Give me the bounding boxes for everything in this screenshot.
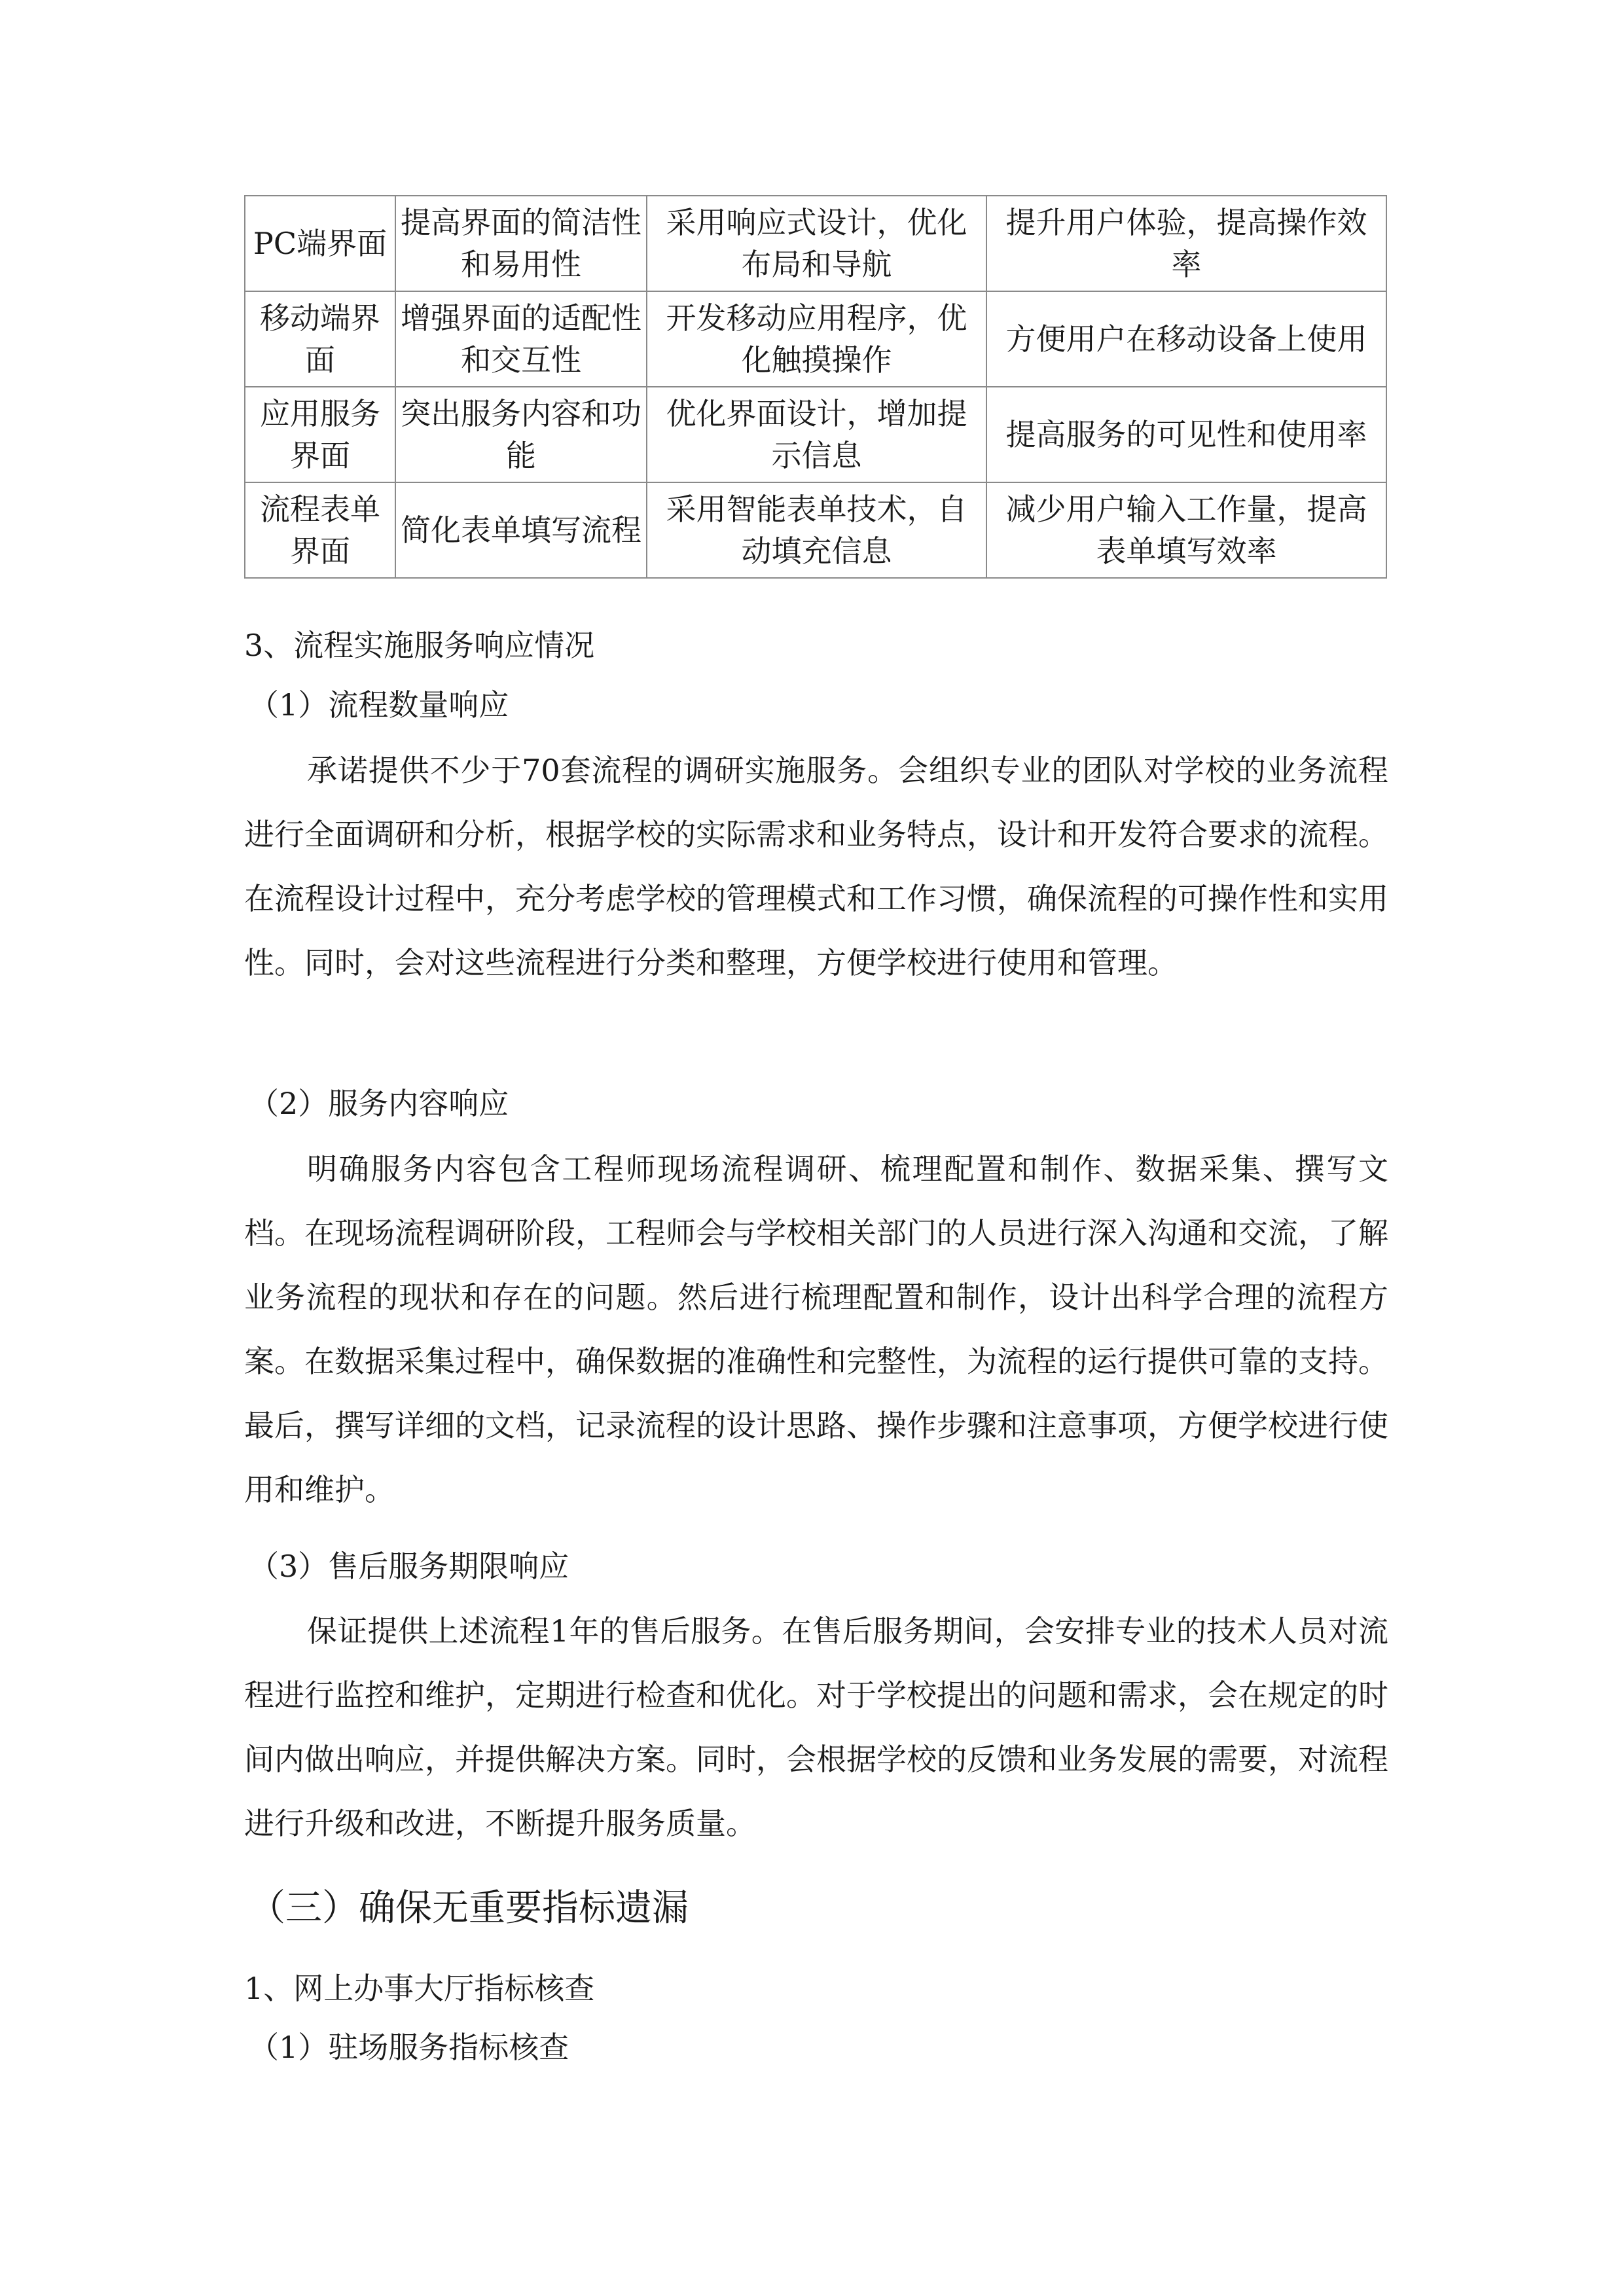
- table-cell: 开发移动应用程序，优化触摸操作: [647, 291, 986, 387]
- sub2-paragraph: 明确服务内容包含工程师现场流程调研、梳理配置和制作、数据采集、撰写文档。在现场流程调研阶段，工程师会与学校相关部门的人员进行深入沟通和交流，了解业务流程的现状和存在的问题。然后进行梳理配置和制作，设计出科学合理的流程方案。在数据采集过程中，确保数据的准确性和完整性，为流程的运行提供可靠的支持。最后，撰写详细的文档，记录流程的设计思路、操作步骤和注意事项，方便学校进行使用和维护。: [244, 1151, 1388, 1507]
- sub2-heading: （2）服务内容响应: [249, 1086, 509, 1121]
- table-cell: 方便用户在移动设备上使用: [986, 291, 1386, 387]
- sub3-heading: （3）售后服务期限响应: [249, 1549, 569, 1584]
- table-cell: PC端界面: [245, 196, 395, 291]
- table-cell: 提高界面的简洁性和易用性: [395, 196, 647, 291]
- table-cell: 突出服务内容和功能: [395, 387, 647, 482]
- table-row: [245, 482, 1386, 578]
- table-cell: 流程表单界面: [245, 482, 395, 578]
- section-three-heading: （三）确保无重要指标遗漏: [249, 1887, 689, 1929]
- table-cell: 采用智能表单技术，自动填充信息: [647, 482, 986, 578]
- table-cell: 优化界面设计，增加提示信息: [647, 387, 986, 482]
- table-cell: 应用服务界面: [245, 387, 395, 482]
- table-row: [245, 196, 1386, 291]
- item1-heading: 1、网上办事大厅指标核查: [244, 1971, 595, 2006]
- item1-sub1-heading: （1）驻场服务指标核查: [249, 2030, 569, 2065]
- interface-optimization-table: [244, 195, 1387, 579]
- table-cell: 增强界面的适配性和交互性: [395, 291, 647, 387]
- table-row: [245, 291, 1386, 387]
- table-cell: 采用响应式设计，优化布局和导航: [647, 196, 986, 291]
- table-cell: 提高服务的可见性和使用率: [986, 387, 1386, 482]
- table-cell: 提升用户体验，提高操作效率: [986, 196, 1386, 291]
- table-cell: 减少用户输入工作量，提高表单填写效率: [986, 482, 1386, 578]
- section-3-heading: 3、流程实施服务响应情况: [244, 628, 595, 663]
- sub1-paragraph: 承诺提供不少于70套流程的调研实施服务。会组织专业的团队对学校的业务流程进行全面调研和分析，根据学校的实际需求和业务特点，设计和开发符合要求的流程。在流程设计过程中，充分考虑学校的管理模式和工作习惯，确保流程的可操作性和实用性。同时，会对这些流程进行分类和整理，方便学校进行使用和管理。: [244, 753, 1388, 980]
- sub1-heading: （1）流程数量响应: [249, 687, 509, 723]
- table-row: [245, 387, 1386, 482]
- table-cell: 移动端界面: [245, 291, 395, 387]
- table-cell: 简化表单填写流程: [395, 482, 647, 578]
- sub3-paragraph: 保证提供上述流程1年的售后服务。在售后服务期间，会安排专业的技术人员对流程进行监控和维护，定期进行检查和优化。对于学校提出的问题和需求，会在规定的时间内做出响应，并提供解决方案。同时，会根据学校的反馈和业务发展的需要，对流程进行升级和改进，不断提升服务质量。: [244, 1613, 1388, 1841]
